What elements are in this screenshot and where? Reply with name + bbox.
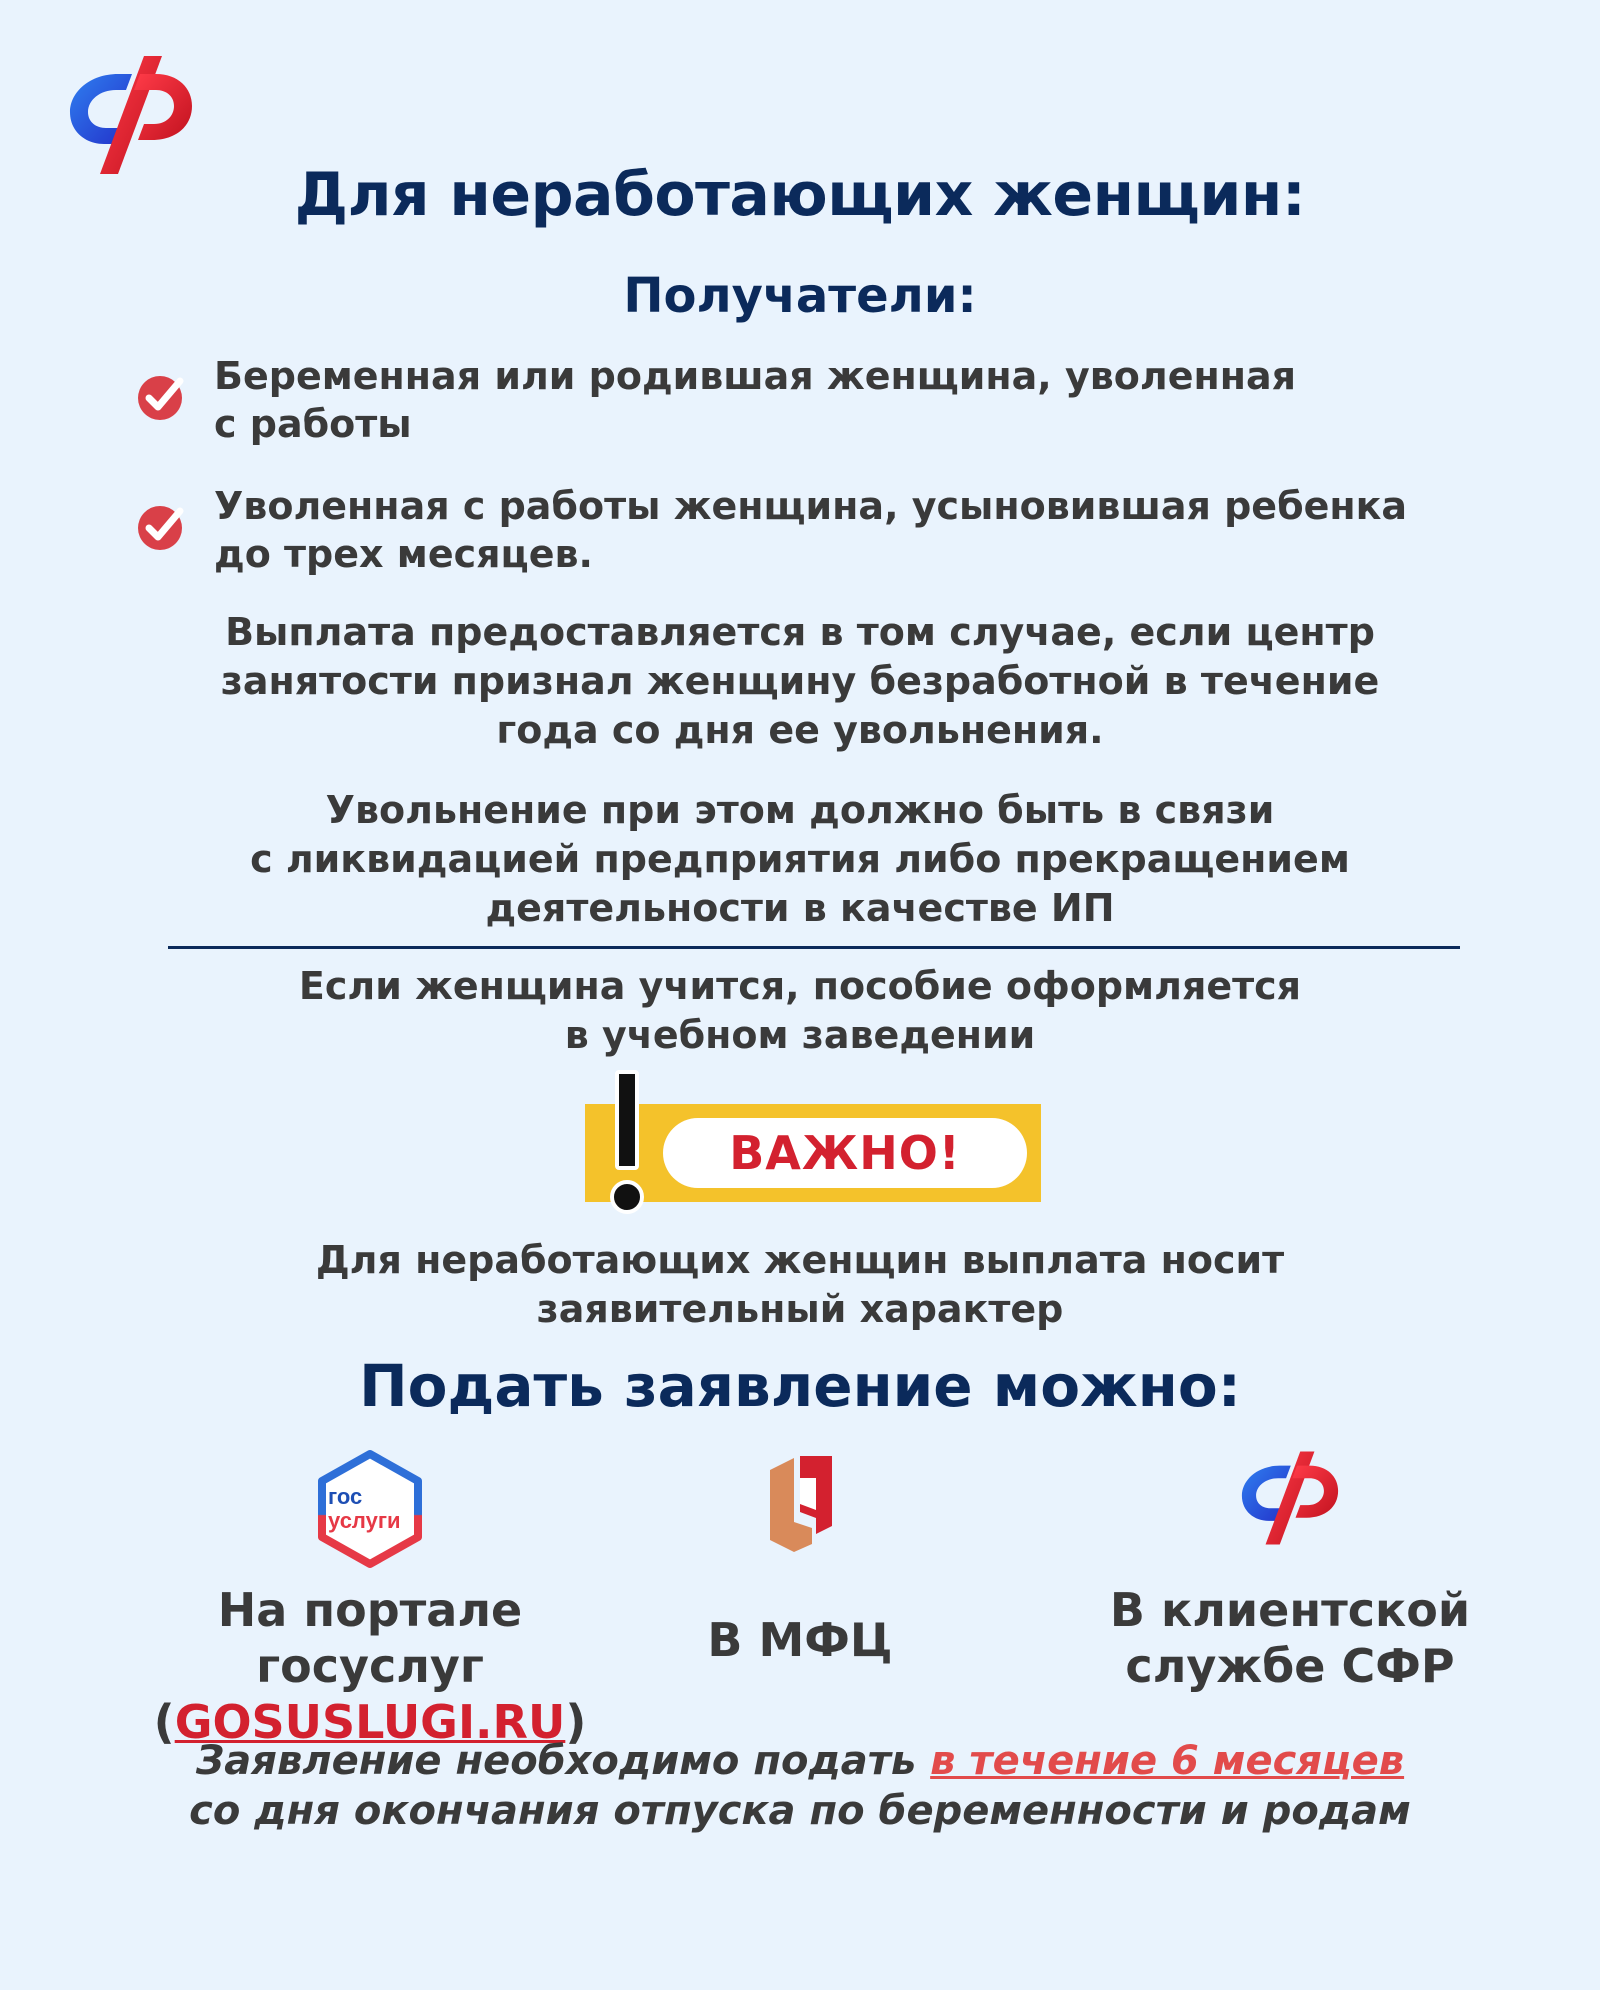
recipient-line: с работы	[214, 402, 412, 446]
exclamation-dot-icon	[610, 1180, 644, 1214]
student-paragraph	[140, 962, 1460, 1060]
apply-heading: Подать заявление можно:	[359, 1352, 1241, 1420]
paragraph-line: с ликвидацией предприятия либо прекращением	[250, 837, 1350, 881]
recipient-line: Беременная или родившая женщина, уволенная	[214, 354, 1297, 398]
deadline-line	[100, 1736, 1500, 1786]
channel-label-line: В клиентской	[1109, 1583, 1471, 1637]
paragraph-line: Для неработающих женщин выплата носит	[315, 1238, 1285, 1282]
recipient-text	[214, 352, 1476, 448]
paragraph-line: Если женщина учится, пособие оформляется	[298, 964, 1302, 1008]
channel-mfc	[670, 1448, 930, 1667]
recipient-line: до трех месяцев.	[214, 532, 593, 576]
paragraph-line: заявительный характер	[536, 1287, 1064, 1331]
mfc-logo-icon	[760, 1448, 840, 1560]
paragraph-line: деятельности в качестве ИП	[485, 886, 1115, 930]
page-title: Для неработающих женщин:	[294, 160, 1306, 230]
channel-gosuslugi	[140, 1448, 600, 1749]
paragraph-line: Выплата предоставляется в том случае, если центр	[225, 610, 1375, 654]
important-badge	[585, 1070, 1041, 1204]
check-icon	[136, 370, 188, 422]
deadline-text: Заявление необходимо подать	[195, 1738, 931, 1784]
condition-paragraph	[140, 608, 1460, 755]
channel-sfr	[1060, 1448, 1520, 1693]
exclamation-icon	[615, 1070, 639, 1170]
gosuslugi-logo-icon	[310, 1448, 430, 1570]
nature-paragraph	[140, 1236, 1460, 1334]
channel-label	[140, 1582, 600, 1750]
gosuslugi-link[interactable]: GOSUSLUGI.RU	[174, 1695, 566, 1749]
paragraph-line: года со дня ее увольнения.	[496, 708, 1104, 752]
check-icon	[136, 500, 188, 552]
recipient-item	[136, 482, 1476, 582]
paragraph-line: в учебном заведении	[564, 1013, 1036, 1057]
paren-open: (	[153, 1695, 175, 1749]
recipients-heading: Получатели:	[623, 268, 977, 324]
channel-label	[1060, 1582, 1520, 1694]
sfr-logo-icon	[1234, 1448, 1346, 1548]
dismissal-paragraph	[140, 786, 1460, 933]
channel-label-line: На портале госуслуг	[217, 1583, 523, 1693]
recipient-text	[214, 482, 1476, 578]
deadline-highlight: в течение 6 месяцев	[930, 1738, 1405, 1784]
gosuslugi-logo-text: услуги	[328, 1508, 401, 1533]
deadline-note	[100, 1736, 1500, 1836]
section-divider	[168, 946, 1460, 949]
channel-label: В МФЦ	[707, 1613, 893, 1667]
recipient-item	[136, 352, 1476, 452]
recipient-line: Уволенная с работы женщина, усыновившая ребенка	[214, 484, 1408, 528]
paragraph-line: занятости признал женщину безработной в течение	[220, 659, 1380, 703]
deadline-line: со дня окончания отпуска по беременности и родам	[189, 1788, 1411, 1834]
paren-close: )	[565, 1695, 587, 1749]
gosuslugi-logo-text: гос	[328, 1484, 363, 1509]
paragraph-line: Увольнение при этом должно быть в связи	[325, 788, 1275, 832]
channel-label-line: службе СФР	[1125, 1639, 1455, 1693]
important-label: ВАЖНО!	[729, 1126, 961, 1180]
